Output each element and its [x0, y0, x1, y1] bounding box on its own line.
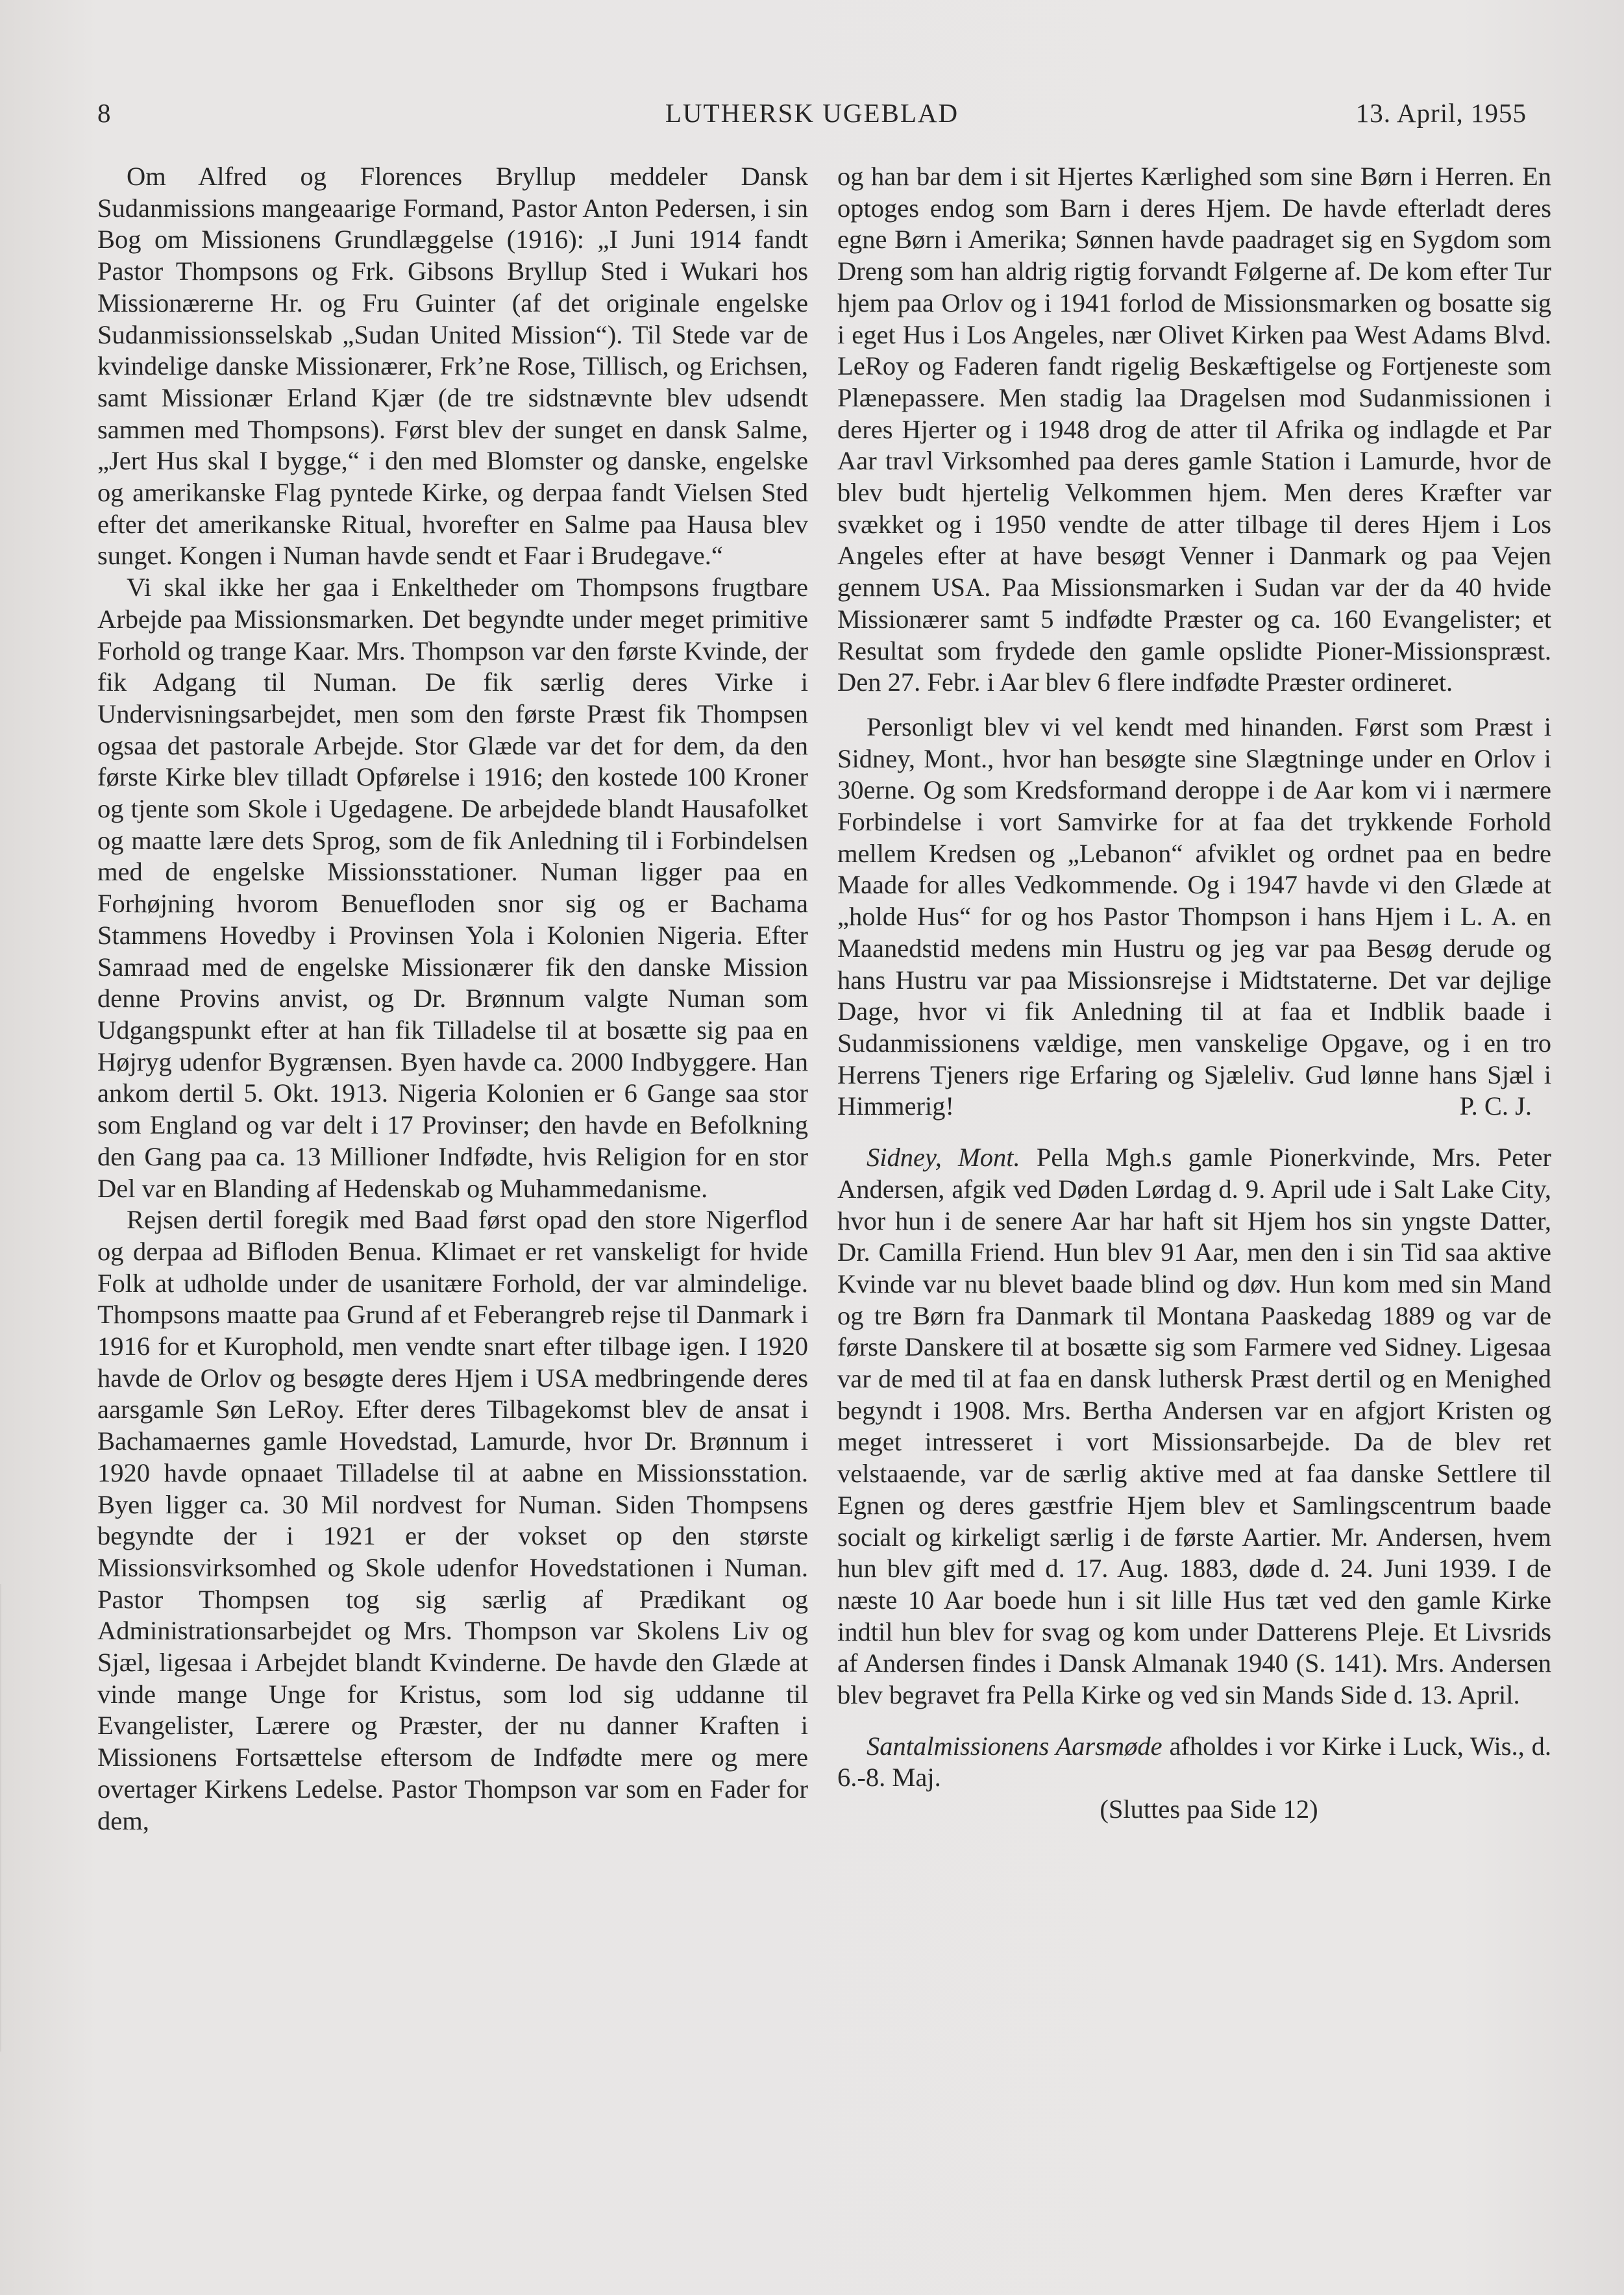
dateline: Sidney, Mont. [867, 1143, 1020, 1172]
news-item-meeting [837, 1731, 1551, 1794]
item-heading: Santalmissionens Aarsmøde [867, 1731, 1163, 1761]
paper-fold-mark [0, 1584, 86, 2052]
page-number: 8 [97, 98, 112, 128]
article-paragraph: Rejsen dertil foregik med Baad først opad den store Nigerflod og derpaa ad Bifloden Benua. Klimaet er ret vanskeligt for hvide Folk at udholde under de usanitære Forhold, der var almindelige. Thompsons maatte paa Grund af et Feberangreb rejse til Danmark i 1916 for et Kurophold, men vendte snart efter tilbage igen. I 1920 havde de Orlov og besøgte deres Hjem i USA medbringende deres aarsgamle Søn LeRoy. Efter deres Tilbagekomst blev de ansat i Bachamaernes gamle Hovedstad, Lamurde, hvor Dr. Brønnum i 1920 havde opnaaet Tilladelse til at aabne en Missionsstation. Byen ligger ca. 30 Mil nordvest for Numan. Siden Thompsens begyndte der i 1921 er der vokset op den største Missionsvirksomhed og Skole udenfor Hovedstationen i Numan. Pastor Thompsen tog sig særlig af Prædikant og Administrationsarbejdet og Mrs. Thompson var Skolens Liv og Sjæl, ligesaa i Arbejdet blandt Kvinderne. De havde den Glæde at vinde mange Unge for Kristus, som lod sig uddanne til Evangelister, Lærere og Præster, der nu danner Kraften i Missionens Fortsættelse eftersom de Indfødte mere og mere overtager Kirkens Ledelse. Pastor Thompson var som en Fader for dem, [97, 1205, 808, 1835]
right-column [837, 161, 1551, 1826]
left-column [97, 161, 808, 1837]
article-paragraph: Vi skal ikke her gaa i Enkeltheder om Thompsons frugtbare Arbejde paa Missionsmarken. Det begyndte under meget primitive Forhold og trange Kaar. Mrs. Thompson var den første Kvinde, der fik Adgang til Numan. De fik særlig deres Virke i Undervisningsarbejdet, men som den første Præst fik Thompsen ogsaa det pastorale Arbejde. Stor Glæde var det for dem, da den første Kirke blev tilladt Opførelse i 1916; den kostede 100 Kroner og tjente som Skole i Ugedagene. De arbejdede blandt Hausafolket og maatte lære dets Sprog, som de fik Anledning til i Forbindelsen med de engelske Missionsstationer. Numan ligger paa en Forhøjning hvorom Benuefloden snor sig og er Bachama Stammens Hovedby i Provinsen Yola i Kolonien Nigeria. Efter Samraad med de engelske Missionærer fik den danske Mission denne Provins anvist, og Dr. Brønnum valgte Numan som Udgangspunkt efter at han fik Tilladelse til at bosætte sig paa en Højryg udenfor Bygrænsen. Byen havde ca. 2000 Indbyggere. Han ankom dertil 5. Okt. 1913. Nigeria Kolonien er 6 Gange saa stor som England og var delt i 17 Provinser; den havde en Befolkning den Gang paa ca. 13 Millioner Indfødte, hvis Religion for en stor Del var en Blanding af Hedenskab og Muhammedanisme. [97, 573, 808, 1203]
publication-title: LUTHERSK UGEBLAD [665, 98, 959, 128]
news-item-sidney [837, 1142, 1551, 1711]
continued-note: (Sluttes paa Side 12) [1100, 1794, 1318, 1824]
article-paragraph [837, 712, 1551, 1123]
paragraph-text: afholdes i vor Kirke i Luck, Wis., d. 6.-8. Maj. [837, 1731, 1551, 1793]
author-signature: P. C. J. [1459, 1091, 1532, 1121]
page-header [97, 97, 1527, 136]
issue-date: 13. April, 1955 [1355, 98, 1527, 128]
article-paragraph: Om Alfred og Florences Bryllup meddeler Dansk Sudanmissions mangeaarige Formand, Pastor Anton Pedersen, i sin Bog om Missionens Grundlæggelse (1916): „I Juni 1914 fandt Pastor Thompsons og Frk. Gibsons Bryllup Sted i Wukari hos Missionærerne Hr. og Fru Guinter (af det originale engelske Sudanmissionsselskab „Sudan United Mission“). Til Stede var de kvindelige danske Missionærer, Frk’ne Rose, Tillisch, og Erichsen, samt Missionær Erland Kjær (de tre sidstnævnte blev udsendt sammen med Thompsons). Først blev der sunget en dansk Salme, „Jert Hus skal I bygge,“ i den med Blomster og danske, engelske og amerikanske Flag pyntede Kirke, og derpaa fandt Vielsen Sted efter det amerikanske Ritual, hvorefter en Salme paa Hausa blev sunget. Kongen i Numan havde sendt et Faar i Brudegave.“ [97, 162, 808, 571]
paragraph-text: Pella Mgh.s gamle Pionerkvinde, Mrs. Peter Andersen, afgik ved Døden Lørdag d. 9. April ude i Salt Lake City, hvor hun i de senere Aar har haft sit Hjem hos sin yngste Datter, Dr. Camilla Friend. Hun blev 91 Aar, men den i sin Tid saa aktive Kvinde var nu blevet baade blind og døv. Hun kom med sin Mand og tre Børn fra Danmark til Montana Paaskedag 1889 og var de første Danskere til at bosætte sig som Farmere ved Sidney. Ligesaa var de med til at faa en dansk luthersk Præst dertil og en Menighed begyndt i 1908. Mrs. Bertha Andersen var en afgjort Kristen og meget intresseret i vort Missionsarbejde. Da de blev ret velstaaende, var de særlig aktive med at faa danske Settlere til Egnen og deres gæstfrie Hjem blev et Samlingscentrum baade socialt og kirkeligt særlig i de første Aartier. Mr. Andersen, hvem hun blev gift med d. 17. Aug. 1883, døde d. 24. Juni 1939. I de næste 10 Aar boede hun i sit lille Hus tæt ved den gamle Kirke indtil hun blev for svag og kom under Datterens Pleje. Et Livsrids af Andersen findes i Dansk Almanak 1940 (S. 141). Mrs. Andersen blev begravet fra Pella Kirke og ved sin Mands Side d. 13. April. [837, 1143, 1552, 1710]
paragraph-text: Personligt blev vi vel kendt med hinanden. Først som Præst i Sidney, Mont., hvor han besøgte sine Slægtninge under en Orlov i 30erne. Og som Kredsformand deroppe i de Aar kom vi i nærmere Forbindelse i vort Samvirke for at faa det trykkende Forhold mellem Kredsen og „Lebanon“ afviklet og ordnet paa en bedre Maade for alles Vedkommende. Og i 1947 havde vi den Glæde at „holde Hus“ for og hos Pastor Thompson i hans Hjem i L. A. en Maanedstid medens min Hustru og jeg var paa Besøg derude og hans Hustru var paa Missionsrejse i Midtstaterne. Det var dejlige Dage, hvor vi fik Anledning til at faa et Indblik baade i Sudanmissionens vældige, men vanskelige Opgave, og i en tro Herrens Tjeners rige Erfaring og Sjæleliv. Gud lønne hans Sjæl i Himmerig! [837, 712, 1551, 1121]
article-paragraph: og han bar dem i sit Hjertes Kærlighed som sine Børn i Herren. En optoges endog som Barn i deres Hjem. De havde efterladt deres egne Børn i Amerika; Sønnen havde paadraget sig en Sygdom som Dreng som han aldrig rigtig forvandt Følgerne af. De kom efter Tur hjem paa Orlov og i 1941 forlod de Missionsmarken og bosatte sig i eget Hus i Los Angeles, nær Olivet Kirken paa West Adams Blvd. LeRoy og Faderen fandt rigelig Beskæftigelse og Fortjeneste som Plænepassere. Men stadig laa Dragelsen mod Sudanmissionen i deres Hjerter og i 1948 drog de atter til Afrika og indlagde et Par Aar travl Virksomhed paa deres gamle Station i Lamurde, hvor de blev budt hjertelig Velkommen hjem. Men deres Kræfter var svækket og i 1950 vendte de atter tilbage til deres Hjem i Los Angeles efter at have besøgt Venner i Danmark og paa Vejen gennem USA. Paa Missionsmarken i Sudan var der da 40 hvide Missionærer samt 5 indfødte Præster og ca. 160 Evangelister; et Resultat som frydede den gamle opslidte Pioner-Missionspræst. Den 27. Febr. i Aar blev 6 flere indfødte Præster ordineret. [837, 162, 1551, 697]
